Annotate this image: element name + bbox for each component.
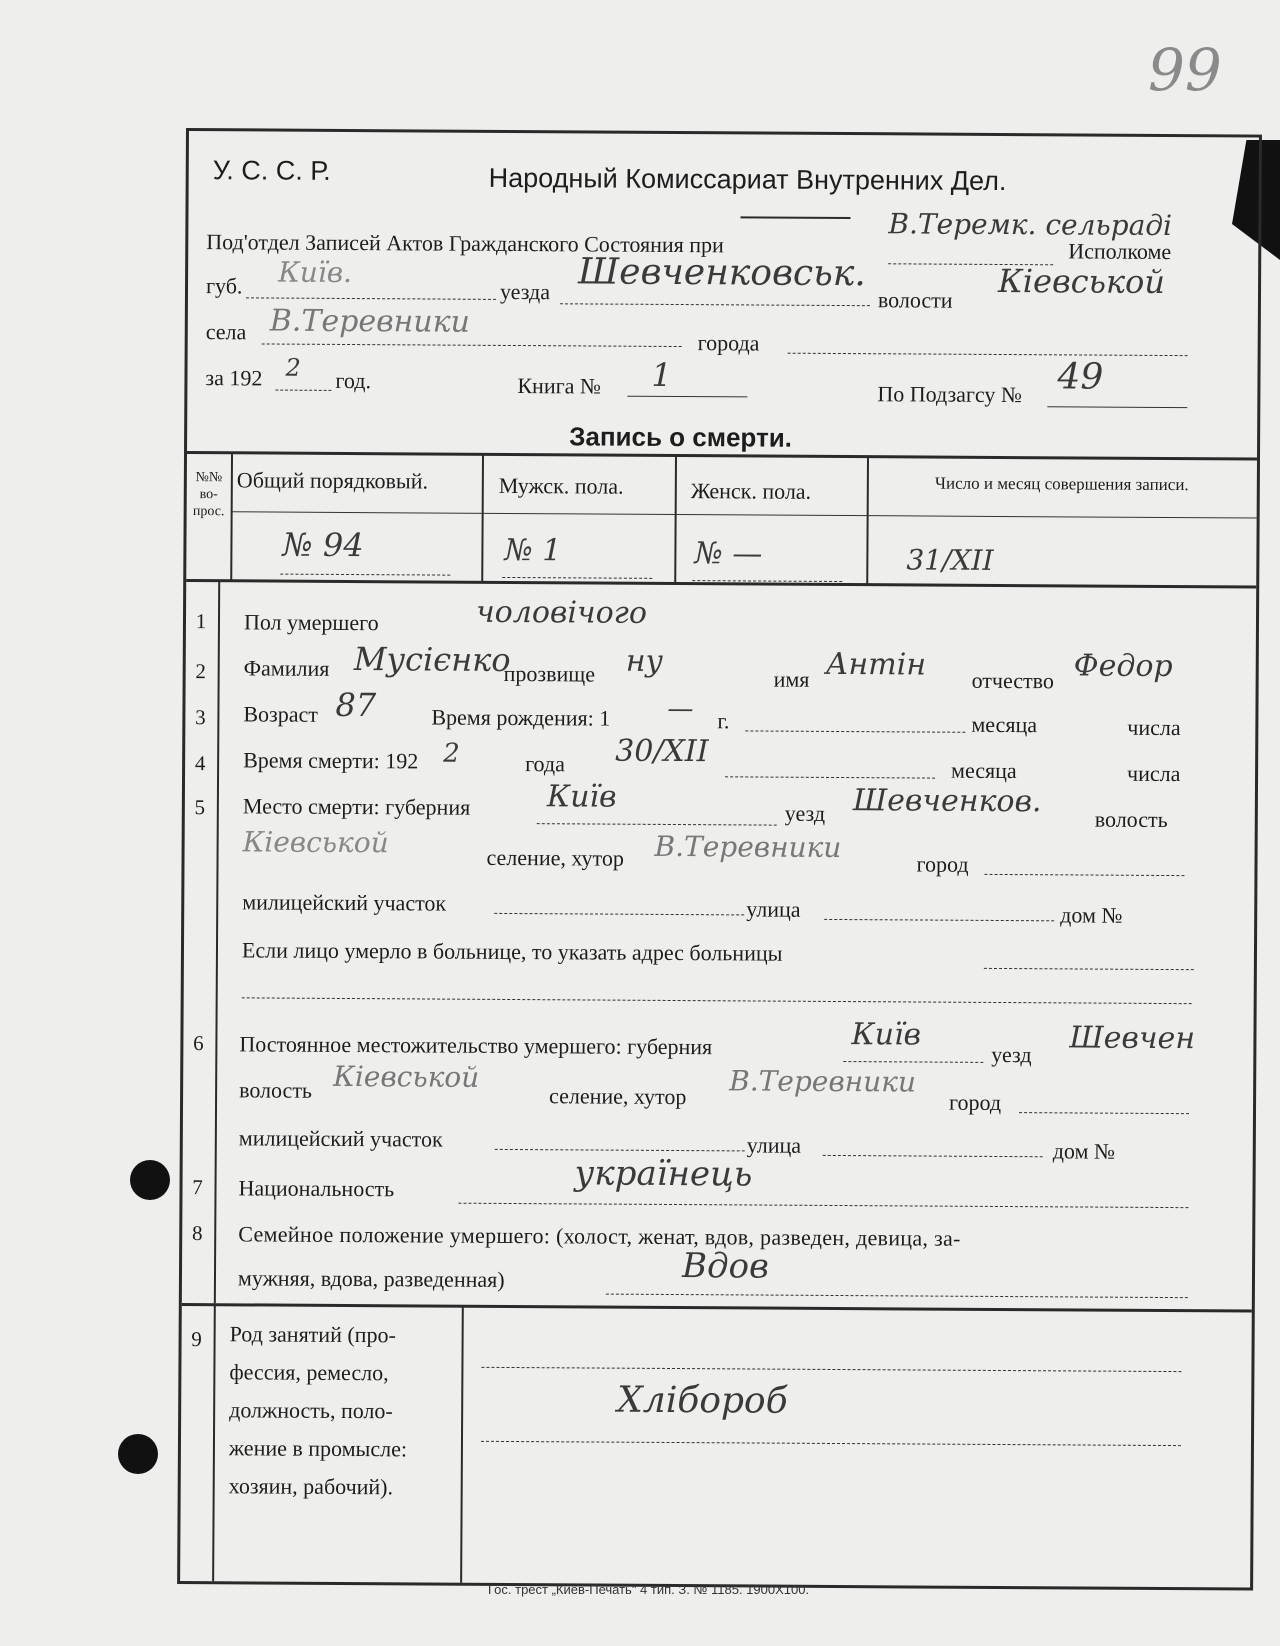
q9-value: Хлібороб [617,1379,788,1422]
q6-number: 6 [193,1031,204,1056]
q8-number: 8 [191,1221,203,1246]
podzags-label: По Подзагсу № [877,381,1023,408]
year-value: 2 [285,353,301,382]
q6-uezd-value: Шевчен [1069,1020,1196,1057]
uezd-label: уезда [499,278,551,305]
podzags-line [1047,406,1187,408]
q2-number: 2 [195,659,207,684]
q6-gorod-label: город [948,1089,1002,1115]
q7-line [458,1203,1188,1208]
q9-number: 9 [191,1327,202,1352]
q3-age-label: Возраст [243,701,319,727]
q6-gub-value: Київ [851,1017,922,1053]
q5-hospital-label: Если лицо умерло в больнице, то указать адрес больницы [241,937,783,966]
q6-gub-line [843,1061,983,1063]
selo-value: В.Теревники [269,303,471,340]
q5-gub-line [537,823,777,825]
q8-label: Семейное положение умершего: (холост, женат, вдов, разведен, девица, за- [238,1221,961,1251]
q5-gorod-label: город [916,851,969,877]
punch-hole [118,1434,158,1474]
q2-nick-label: прозвище [503,660,596,687]
female-number: № — [694,536,763,572]
q4-month-label: месяца [951,757,1017,784]
q5-gub-value: Київ [546,779,617,815]
volost-label: волости [877,287,953,313]
male-line [502,577,652,579]
q3-birth-label: Время рождения: 1 [431,704,611,731]
volost-value: Кіевськой [997,261,1166,301]
book-label: Книга № [517,373,602,399]
col-qnum-header: №№ во- прос. [192,470,225,520]
selo-line [262,343,682,347]
subdept-label: Под'отдел Записей Актов Гражданского Состояния при [206,229,724,258]
q7-number: 7 [192,1175,203,1200]
q9-label-3: должность, поло- [229,1397,393,1424]
gorod-label: города [697,330,760,356]
q5-selenie-value: В.Теревники [654,829,842,865]
q9-label-1: Род занятий (про- [229,1321,396,1348]
q6-milic-label: милицейский участок [238,1125,443,1152]
q3-birth-value: — [667,693,694,725]
q3-age-value: 87 [335,685,377,725]
q6-label: Постоянное местожительство умершего: губерния [239,1031,713,1060]
q5-street-line [824,919,1054,921]
q6-gorod-line [1019,1112,1189,1114]
q2-fam-label: Фамилия [243,655,330,681]
q6-house-label: дом № [1052,1138,1116,1164]
col-female-header: Женск. пола. [690,478,812,504]
q9-top-rule [182,1303,1252,1313]
gub-label: губ. [205,273,243,299]
god-label: год. [335,367,372,394]
q2-nick-value: ну [625,643,664,679]
q4-value: 30/XII [615,733,709,770]
year-label: за 192 [205,365,263,391]
subdept-value: В.Теремк. сельраді [888,207,1173,243]
q9-label-divider [460,1307,464,1583]
uezd-value: Шевченковськ. [578,251,866,295]
q2-patr-label: отчество [971,667,1055,694]
q5-uezd-value: Шевченков. [852,783,1042,820]
q5-gorod-line [984,874,1184,876]
q5-milic-label: милицейский участок [242,889,447,916]
q8-label-2: мужняя, вдова, разведенная) [237,1265,505,1292]
gorod-line [788,353,1188,356]
q6-street-label: улица [746,1132,802,1158]
q4-number: 4 [194,751,206,776]
page-number: 99 [1148,36,1222,104]
col-general-header: Общий порядковый. [236,467,429,494]
podzags-value: 49 [1057,356,1104,398]
punch-hole [130,1160,170,1200]
q5-uezd-label: уезд [784,800,826,826]
col-divider [481,455,484,583]
col-date-header: Число и месяц совершения записи. [934,473,1189,495]
general-line [280,574,450,576]
q2-name-value: Антін [825,646,927,683]
q6-selenie-value: В.Теревники [729,1064,917,1099]
q2-fam-value: Мусієнко [353,640,511,679]
death-record-form [177,128,1262,1591]
q5-hospital-line-2 [242,997,1192,1004]
ispolkom-label: Исполкоме [1068,238,1172,265]
q6-milic-line [495,1149,745,1152]
q2-name-label: имя [773,666,810,692]
q2-patr-value: Федор [1073,648,1173,685]
q4-day-label: числа [1126,760,1181,787]
q1-number: 1 [195,609,207,634]
q3-month-line [745,730,965,732]
q5-label: Место смерти: губерния [242,793,471,820]
q4-goda-label: года [525,751,566,777]
q9-line-1 [481,1367,1181,1372]
q3-number: 3 [195,705,206,730]
header-row-divider [231,511,1257,518]
gub-line [246,297,496,300]
q3-day-label: числа [1127,714,1181,741]
q9-num-divider [212,1305,216,1581]
book-line [627,396,747,398]
q1-value: чоловічого [475,594,648,631]
q3-year-unit: г. [717,708,730,734]
col-divider [674,456,677,584]
q6-uezd-label: уезд [991,1041,1032,1068]
q5-selenie-label: селение, хутор [486,844,624,871]
q3-month-label: месяца [971,711,1038,738]
q7-label: Национальность [238,1175,395,1202]
q7-value: українець [574,1153,753,1195]
q5-milic-line [494,913,744,916]
q9-label-4: жение в промысле: [228,1435,408,1462]
q5-hospital-line [984,968,1194,970]
q4-year-value: 2 [443,738,460,769]
col-divider [230,453,233,581]
q9-line-2 [481,1441,1181,1446]
q9-label-2: фессия, ремесло, [229,1359,389,1386]
selo-label: села [205,319,247,345]
q9-label-5: хозяин, рабочий). [228,1473,394,1500]
q4-label: Время смерти: 192 [243,747,419,774]
q6-volost-label: волость [239,1077,313,1103]
col-divider [866,457,869,585]
print-imprint: Гос. трест „Киев-Печать" 4 тип. З. № 1185. 1900Х100. [488,1582,810,1597]
q8-value: Вдов [681,1246,769,1287]
q5-number: 5 [194,795,206,820]
uezd-line [560,303,870,306]
republic-label: У. С. С. Р. [212,155,331,186]
q8-line [606,1294,1188,1299]
q5-street-label: улица [746,896,801,922]
gub-value: Київ. [278,255,353,290]
title-underline [740,216,850,219]
q6-volost-value: Кіевськой [333,1059,480,1094]
q5-volost-label: волость [1094,806,1168,833]
record-date: 31/XII [906,543,994,577]
male-number: № 1 [504,532,562,569]
q5-house-label: дом № [1060,902,1123,928]
commissariat-title: Народный Комиссариат Внутренних Дел. [488,162,1007,197]
q5-volost-value: Кіевськой [242,825,389,860]
q6-street-line [823,1155,1043,1157]
qnum-divider [214,581,220,1303]
record-title: Запись о смерти. [569,421,793,453]
year-line [275,390,331,391]
col-male-header: Мужск. пола. [498,472,624,499]
q4-month-line [725,776,935,778]
q6-selenie-label: селение, хутор [549,1083,687,1110]
general-number: № 94 [282,525,364,565]
book-value: 1 [651,355,672,394]
q1-label: Пол умершего [243,609,379,636]
